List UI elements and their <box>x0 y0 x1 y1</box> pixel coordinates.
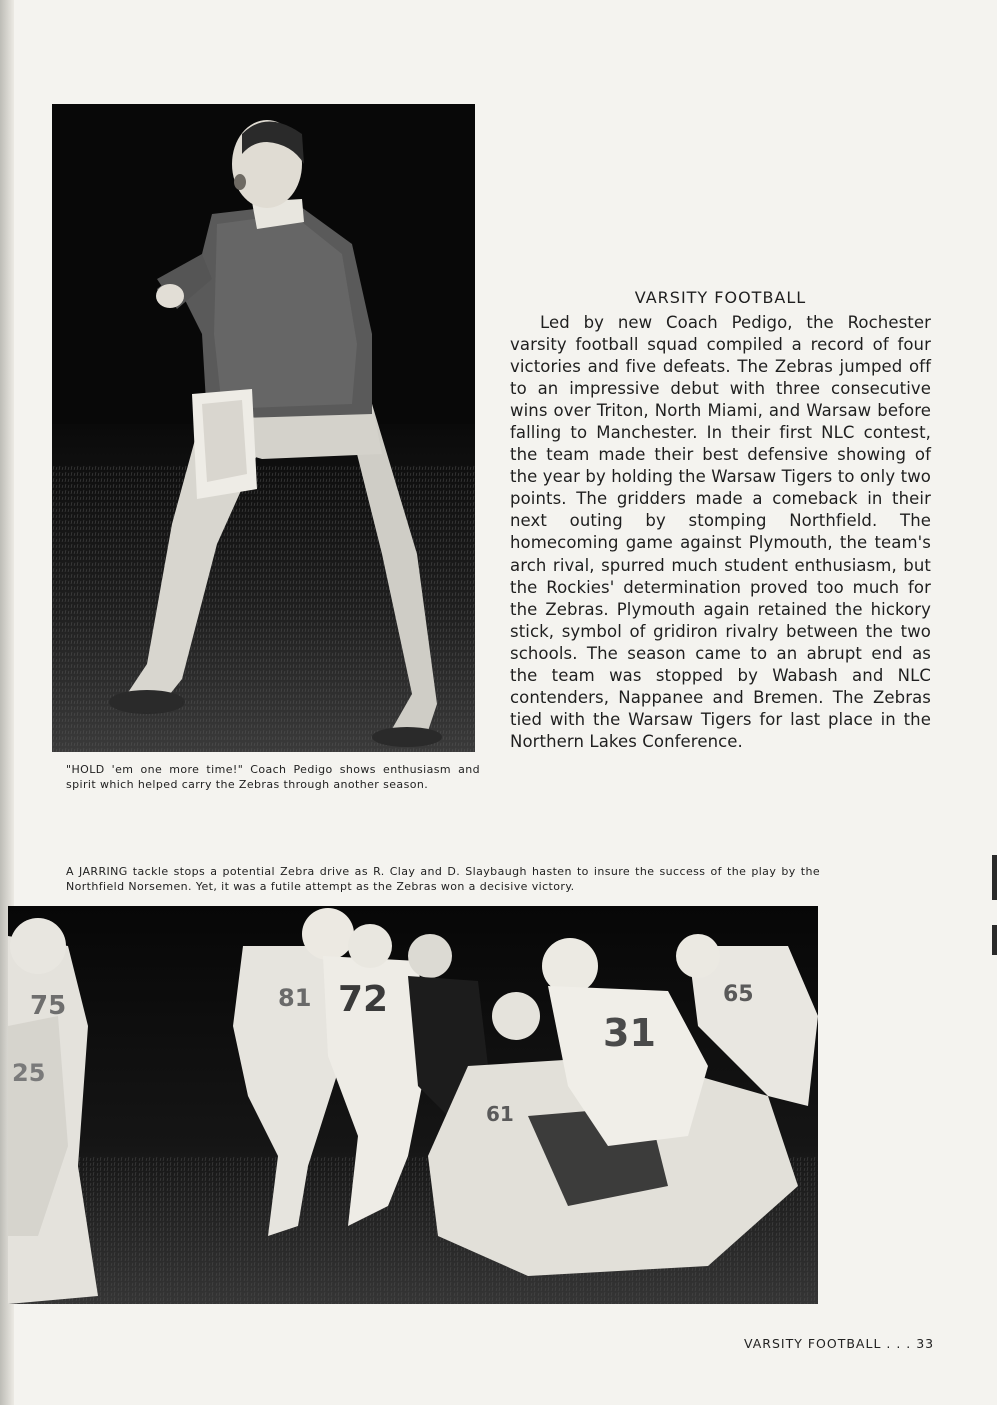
jersey-number: 81 <box>278 984 312 1012</box>
coach-photo-caption: "HOLD 'em one more time!" Coach Pedigo shows enthusiasm and spirit which helped carry the Zebras through another season. <box>66 763 480 791</box>
page-folio: VARSITY FOOTBALL . . . 33 <box>744 1336 935 1351</box>
jersey-number: 61 <box>486 1102 514 1126</box>
coach-pedigo-photo <box>52 104 475 752</box>
jersey-number: 65 <box>723 982 754 1007</box>
article <box>510 288 931 753</box>
jersey-number: 75 <box>30 991 67 1021</box>
tackle-photo <box>8 906 818 1304</box>
edge-tab-marker <box>992 925 997 955</box>
coach-photo-illustration <box>52 104 475 752</box>
jersey-number: 31 <box>603 1011 656 1055</box>
jersey-number: 72 <box>338 979 389 1020</box>
article-body: Led by new Coach Pedigo, the Rochester varsity football squad compiled a record of four victories and five defeats. The Zebras jumped off to an impressive debut with three consecutive wins over Triton, North Miami, and Warsaw before falling to Manchester. In their first NLC contest, the team made their best defensive showing of the year by holding the Warsaw Tigers to only two points. The gridders made a comeback in their next outing by stomping Northfield. The homecoming game against Plymouth, the team's arch rival, spurred much student enthusiasm, but the Rockies' determination proved too much for the Zebras. Plymouth again retained the hickory stick, symbol of gridiron rivalry between the two schools. The season came to an abrupt end as the team was stopped by Wabash and NLC contenders, Nappanee and Bremen. The Zebras tied with the Warsaw Tigers for last place in the Northern Lakes Conference. <box>510 313 931 751</box>
tackle-photo-caption: A JARRING tackle stops a potential Zebra drive as R. Clay and D. Slaybaugh hasten to insure the success of the play by the Northfield Norsemen. Yet, it was a futile attempt as the Zebras won a decisive victory. <box>66 865 820 893</box>
tackle-photo-illustration <box>8 906 818 1304</box>
jersey-number: 25 <box>12 1059 46 1087</box>
edge-tab-marker <box>992 855 997 900</box>
article-heading: VARSITY FOOTBALL <box>634 288 807 307</box>
